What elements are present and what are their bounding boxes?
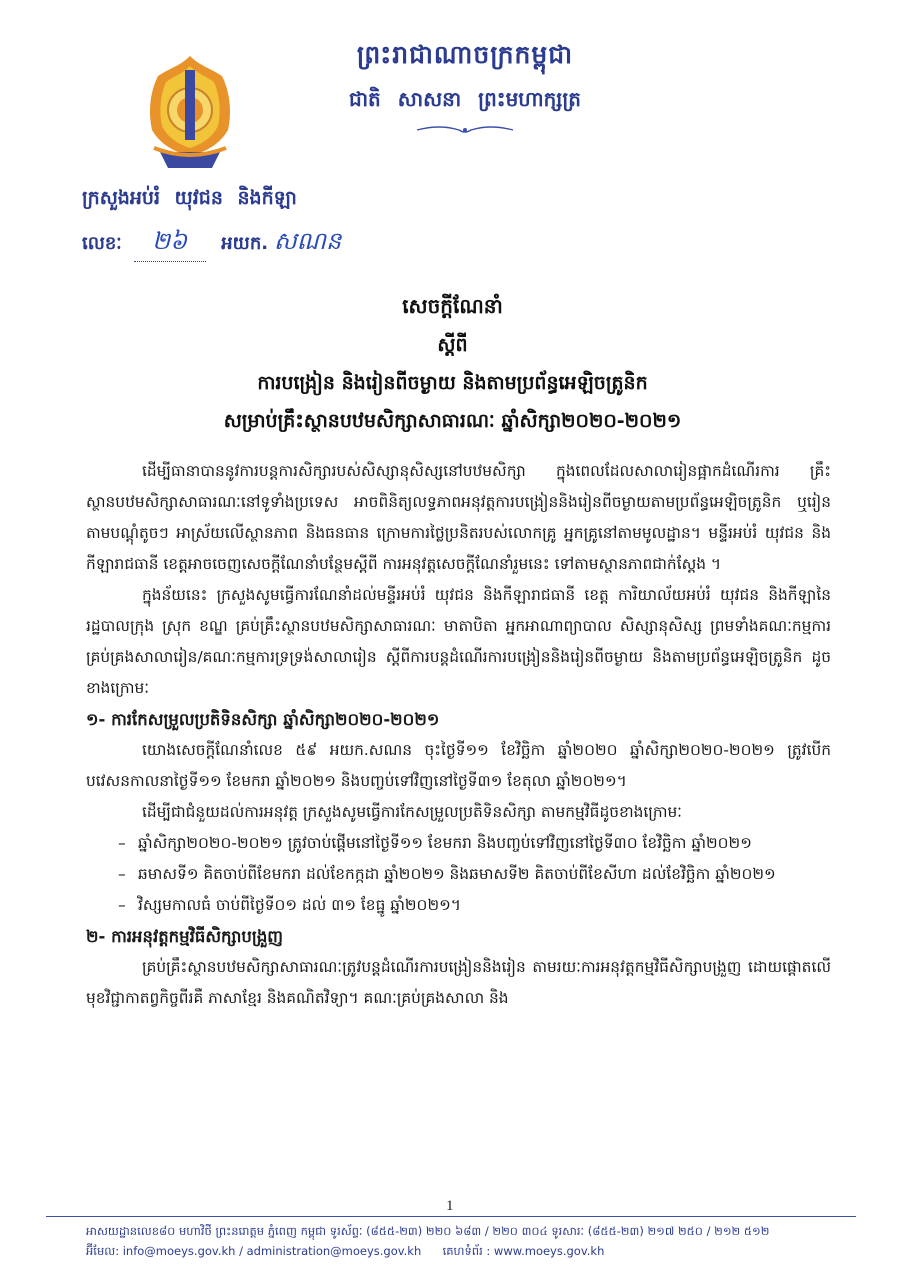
paragraph-reference: យោងសេចក្តីណែនាំលេខ ៥៩ អយក.សណន ចុះថ្ងៃទី១១ ខែវិច្ឆិកា ឆ្នាំ២០២០ ឆ្នាំសិក្សា២០២០-២០២១ ត្រូវបើកបវេសនកាលនាថ្ងៃទី១១ ខែមករា ឆ្នាំ២០២១ និងបញ្ចប់ទៅវិញនៅថ្ងៃទី៣១ ខែតុលា ឆ្នាំ២០២១។ <box>86 741 831 790</box>
title-scope: សម្រាប់គ្រឹះស្ថានបឋមសិក្សាសាធារណៈ ឆ្នាំសិក្សា២០២០-២០២១ <box>223 410 682 432</box>
title-subject: ការបង្រៀន និងរៀនពីចម្ងាយ និងតាមប្រព័ន្ធអេឡិចត្រូនិក <box>257 372 648 394</box>
reference-number-line <box>82 226 341 262</box>
document-type-title: សេចក្តីណែនាំ <box>402 294 503 318</box>
reference-label: លេខៈ <box>82 233 122 254</box>
calendar-list <box>86 828 831 921</box>
paragraph-calendar-intro: ដើម្បីជាជំនួយដល់ការអនុវត្ត ក្រសួងសូមធ្វើការកែសម្រួលប្រតិទិនសិក្សា តាមកម្មវិធីដូចខាងក្រោមៈ <box>142 803 683 821</box>
website-link[interactable]: www.moeys.gov.kh <box>493 1244 605 1258</box>
document-body <box>86 456 831 1014</box>
footer-address: អាសយដ្ឋានលេខ៨០ មហាវិថី ព្រះនរោត្តម ភ្នំពេញ កម្ពុជា ទូរស័ព្ទៈ (៨៥៥-២៣) ២២០ ៦៨៣ / ២២០ ៣០៤ ទូរសារៈ (៨៥៥-២៣) ២១៧ ២៥០ / ២១២ ៥១២ <box>86 1224 770 1238</box>
email-label: អ៊ីមែល: <box>86 1244 120 1258</box>
paragraph-intro: ដើម្បីធានាបាននូវការបន្តការសិក្សារបស់សិស្សានុសិស្សនៅបឋមសិក្សា ក្នុងពេលដែលសាលារៀនផ្អាកដំណើរការ គ្រឹះស្ថានបឋមសិក្សាសាធារណៈនៅទូទាំងប្រទេស អាចពិនិត្យលទ្ធភាពអនុវត្តការបង្រៀននិងរៀនពីចម្ងាយតាមប្រព័ន្ធអេឡិចត្រូនិក ឬរៀនតាមបណ្តុំតូចៗ អាស្រ័យលើស្ថានភាព និងធនធាន ក្រោមការថ្លៃប្រនិតរបស់លោកគ្រូ អ្នកគ្រូនៅតាមមូលដ្ឋាន។ មន្ទីរអប់រំ យុវជន និងកីឡារាជធានី ខេត្តអាចចេញសេចក្តីណែនាំបន្ថែមស្តីពី ការអនុវត្តសេចក្តីណែនាំរួមនេះ ទៅតាមស្ថានភាពជាក់ស្តែង ។ <box>86 462 831 573</box>
footer-contact <box>86 1244 604 1261</box>
list-item: – ឆមាសទី១ គិតចាប់ពីខែមករា ដល់ខែកក្កដា ឆ្នាំ២០២១ និងឆមាសទី២ គិតចាប់ពីខែសីហា ដល់ខែវិច្ឆិកា ឆ្នាំ២០២១ <box>86 859 831 890</box>
reference-code: អយក. <box>221 233 269 254</box>
title-about: ស្តីពី <box>437 334 468 356</box>
section-heading-2: ២- ការអនុវត្តកម្មវិធីសិក្សាបង្រួញ <box>86 927 284 946</box>
ministry-name: ក្រសួងអប់រំ យុវជន និងកីឡា <box>82 187 297 209</box>
national-motto: ជាតិ សាសនា ព្រះមហាក្សត្រ <box>349 87 581 111</box>
reference-suffix: សណន <box>273 227 342 255</box>
kingdom-header <box>330 40 600 136</box>
email-link[interactable]: info@moeys.gov.kh / administration@moeys.gov.kh <box>122 1244 422 1258</box>
kingdom-title: ព្រះរាជាណាចក្រកម្ពុជា <box>356 40 574 69</box>
page-number: 1 <box>446 1198 454 1214</box>
list-item: – វិស្សមកាលធំ ចាប់ពីថ្ងៃទី០១ ដល់ ៣១ ខែធ្នូ ឆ្នាំ២០២១។ <box>86 890 831 921</box>
footer-divider <box>46 1216 856 1217</box>
reference-number: ២៦ <box>134 226 206 262</box>
paragraph-curriculum: គ្រប់គ្រឹះស្ថានបឋមសិក្សាសាធារណៈត្រូវបន្តដំណើរការបង្រៀននិងរៀន តាមរយៈការអនុវត្តកម្មវិធីសិក្សាបង្រួញ ដោយផ្តោតលើមុខវិជ្ជាកាតព្វកិច្ចពីរគឺ ភាសាខ្មែរ និងគណិតវិទ្យា។ គណៈគ្រប់គ្រងសាលា និង <box>86 958 831 1007</box>
list-item: – ឆ្នាំសិក្សា២០២០-២០២១ ត្រូវចាប់ផ្តើមនៅថ្ងៃទី១១ ខែមករា និងបញ្ចប់ទៅវិញនៅថ្ងៃទី៣០ ខែវិច្ឆិកា ឆ្នាំ២០២១ <box>86 828 831 859</box>
section-heading-1: ១- ការកែសម្រួលប្រតិទិនសិក្សា ឆ្នាំសិក្សា២០២០-២០២១ <box>86 710 440 729</box>
paragraph-instruction: ក្នុងន័យនេះ ក្រសួងសូមធ្វើការណែនាំដល់មន្ទីរអប់រំ យុវជន និងកីឡារាជធានី ខេត្ត ការិយាល័យអប់រំ យុវជន និងកីឡានៃរដ្ឋបាលក្រុង ស្រុក ខណ្ឌ គ្រប់គ្រឹះស្ថានបឋមសិក្សាសាធារណៈ មាតាបិតា អ្នកអាណាព្យាបាល សិស្សានុសិស្ស ព្រមទាំងគណៈកម្មការគ្រប់គ្រងសាលារៀន/គណៈកម្មការទ្រទ្រង់សាលារៀន ស្តីពីការបន្តដំណើរការបង្រៀននិងរៀនពីចម្ងាយ និងតាមប្រព័ន្ធអេឡិចត្រូនិក ដូចខាងក្រោមៈ <box>86 586 831 697</box>
ornament-divider-icon <box>415 122 515 136</box>
document-title-block <box>60 293 845 437</box>
ministry-emblem-icon <box>140 52 240 174</box>
website-label: គេហទំព័រ : <box>442 1244 491 1258</box>
